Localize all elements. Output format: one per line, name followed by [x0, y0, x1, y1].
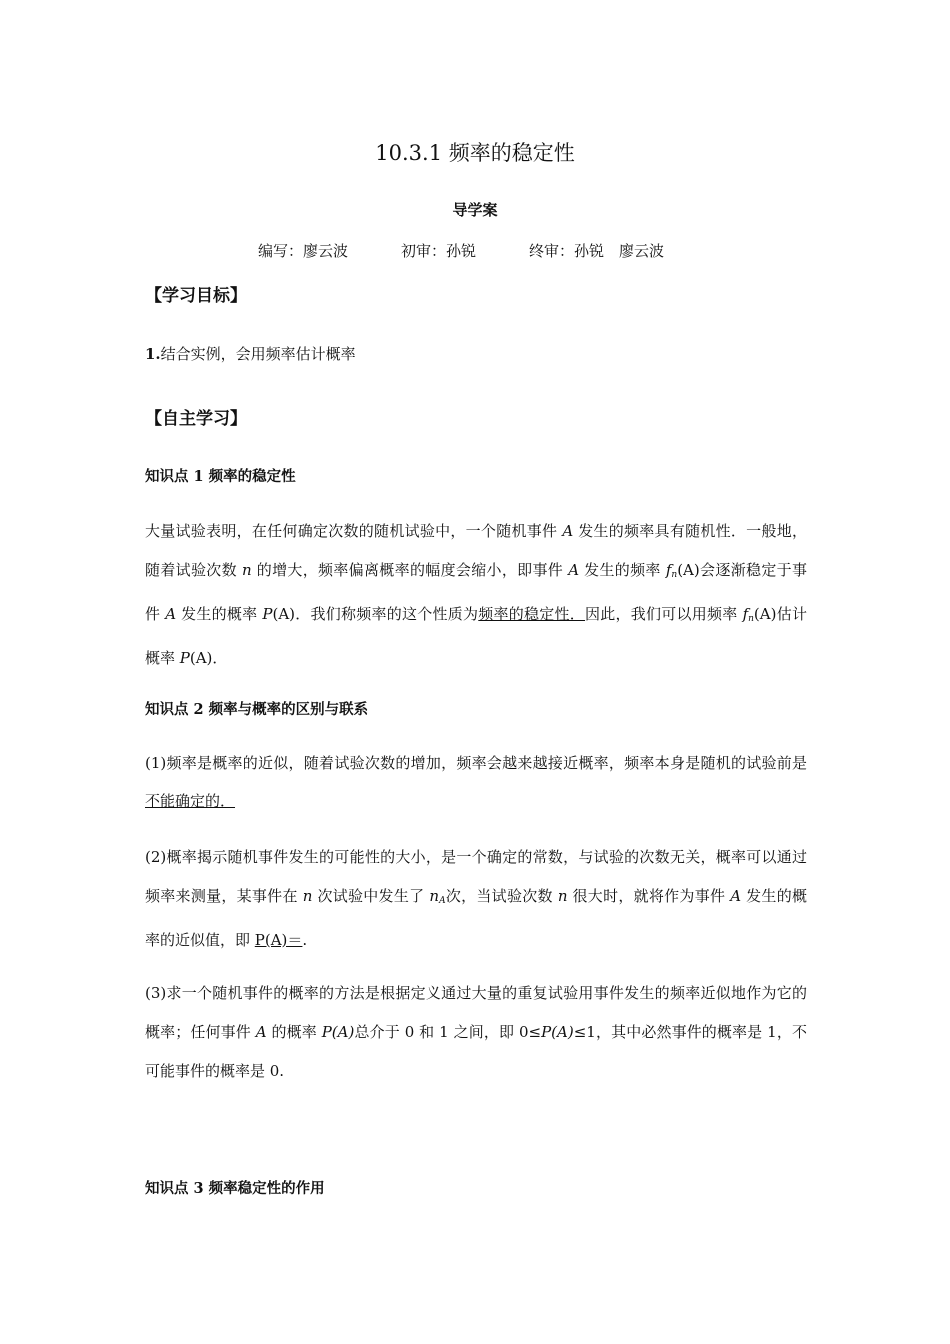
first-review-credit: 初审：孙锐 [401, 242, 477, 260]
knowledge-point-1-paragraph: 大量试验表明，在任何确定次数的随机试验中，一个随机事件 A 发生的频率具有随机性．一般地，随着试验次数 n 的增大，频率偏离概率的幅度会缩小，即事件 A 发生的频率 $f_n(A)$会逐渐稳定于事件 A 发生的概率 P(A)．我们称频率的这个性质为频率的稳定性．因此，我们可以用频率 $f_n(A)$估计概率 P(A)． [145, 522, 807, 667]
page-title: 10.3.1 频率的稳定性 [375, 141, 575, 165]
section-heading-objectives: 【学习目标】 [145, 286, 247, 306]
kp2-item-1: (1)频率是概率的近似，随着试验次数的增加，频率会越来越接近概率，频率本身是随机的试验前是不能确定的． [145, 754, 807, 810]
objective-item [145, 343, 356, 364]
credits-line [258, 240, 664, 261]
knowledge-point-3-title: 知识点 3 频率稳定性的作用 [145, 1180, 325, 1197]
kp2-item-2: (2)概率揭示随机事件发生的可能性的大小，是一个确定的常数，与试验的次数无关，概率可以通过频率来测量，某事件在 n 次试验中发生了 $n_A$次，当试验次数 n 很大时，就将作为事件 A 发生的概率的近似值，即 P(A)＝. [145, 848, 807, 949]
fill-blank: 不能确定的． [145, 792, 236, 810]
final-review-credit: 终审：孙锐 廖云波 [529, 242, 665, 260]
fill-blank: P(A)＝ [254, 931, 303, 949]
knowledge-point-1-title: 知识点 1 频率的稳定性 [145, 468, 296, 485]
kp2-item-3: (3)求一个随机事件的概率的方法是根据定义通过大量的重复试验用事件发生的频率近似地作为它的概率；任何事件 A 的概率 P(A)总介于 0 和 1 之间，即 0≤P(A)≤1，其中必然事件的概率是 1，不可能事件的概率是 0. [145, 984, 807, 1080]
fill-blank: 频率的稳定性． [478, 605, 586, 623]
editor-credit: 编写：廖云波 [258, 242, 349, 260]
page-subtitle: 导学案 [452, 201, 498, 219]
objective-number: 1. [145, 345, 161, 363]
knowledge-point-2-title: 知识点 2 频率与概率的区别与联系 [145, 701, 369, 718]
section-heading-self-study: 【自主学习】 [145, 409, 247, 429]
objective-text: 结合实例，会用频率估计概率 [160, 345, 356, 363]
